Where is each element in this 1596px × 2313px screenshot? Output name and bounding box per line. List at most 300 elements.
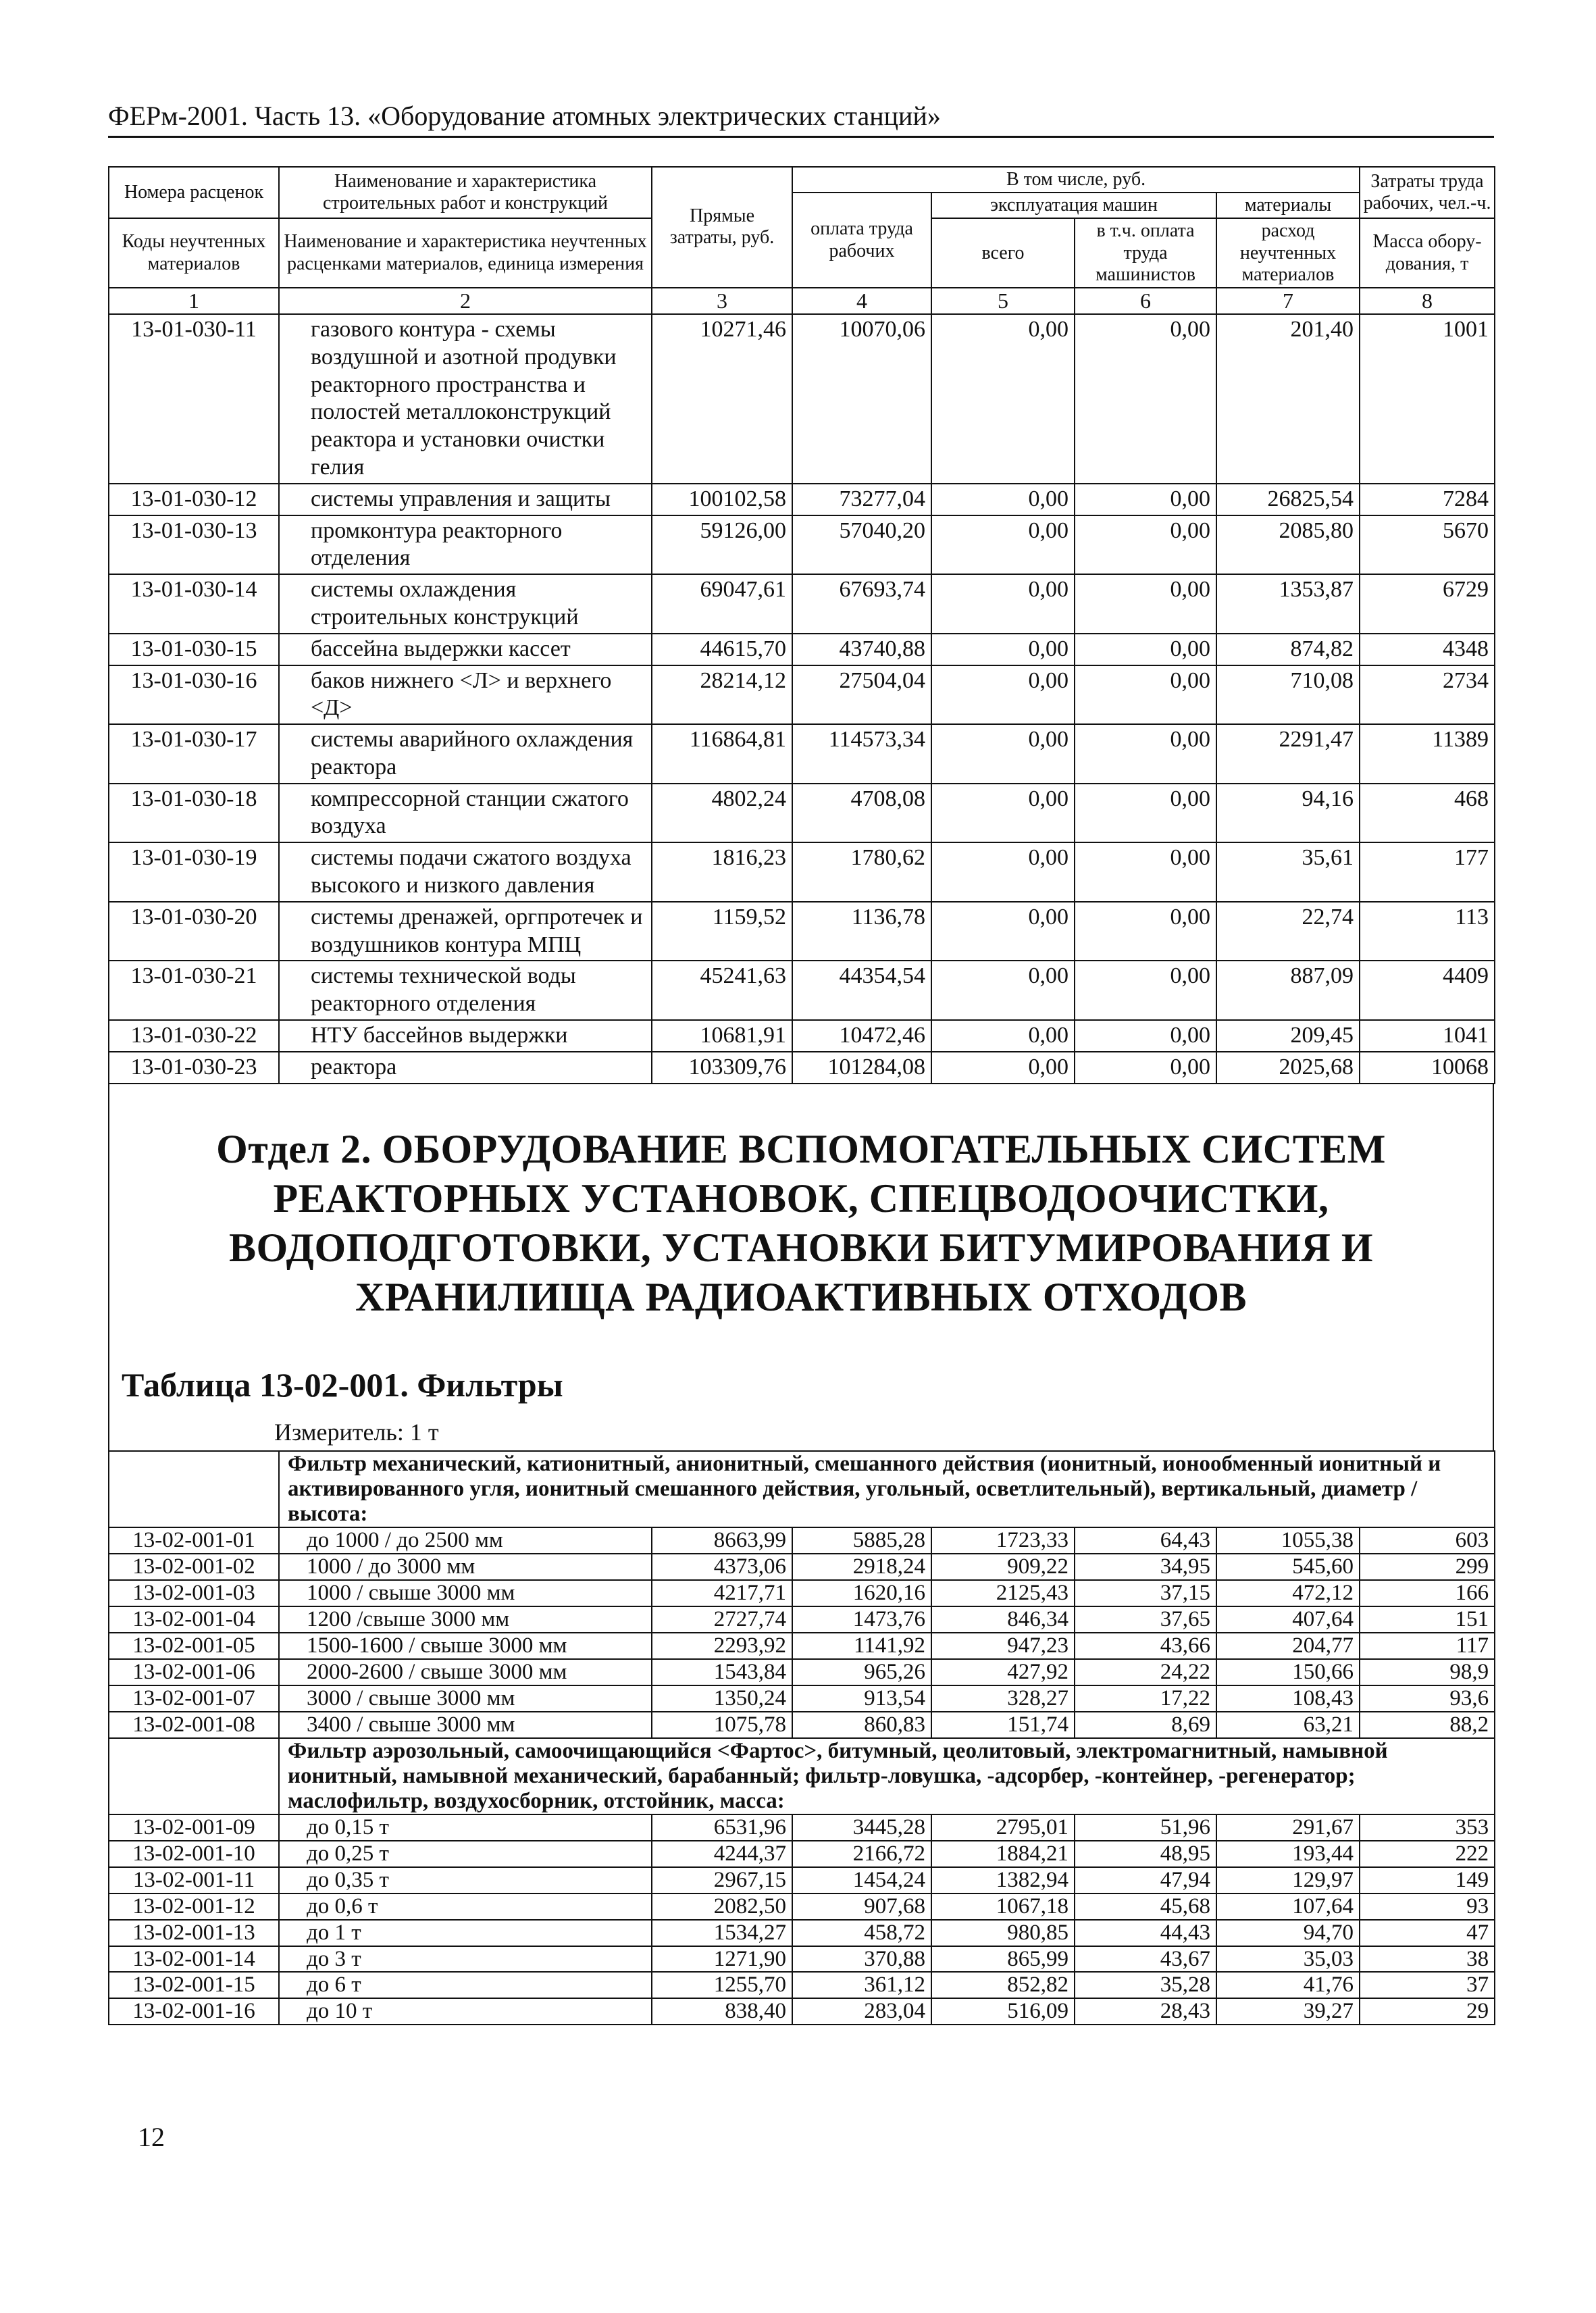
machines-total: 1723,33: [931, 1527, 1075, 1554]
direct-costs: 2967,15: [652, 1867, 792, 1893]
machinist-pay: 0,00: [1075, 1020, 1216, 1052]
table-row: [109, 314, 1495, 484]
header-materials-unaccounted: расход неучтенных материалов: [1216, 218, 1360, 288]
direct-costs: 1816,23: [652, 842, 792, 902]
machinist-pay: 0,00: [1075, 634, 1216, 665]
direct-costs: 28214,12: [652, 665, 792, 725]
materials-cost: 2291,47: [1216, 724, 1360, 784]
labor-pay: 1136,78: [792, 902, 931, 961]
machinist-pay: 0,00: [1075, 902, 1216, 961]
materials-cost: 35,61: [1216, 842, 1360, 902]
machinist-pay: 64,43: [1075, 1527, 1216, 1554]
work-name: до 6 т: [279, 1972, 652, 1998]
table-row: [109, 1972, 1495, 1998]
machinist-pay: 44,43: [1075, 1920, 1216, 1946]
machinist-pay: 37,15: [1075, 1580, 1216, 1606]
machinist-pay: 43,66: [1075, 1633, 1216, 1659]
labor-pay: 10472,46: [792, 1020, 931, 1052]
machinist-pay: 0,00: [1075, 665, 1216, 725]
labor-pay: 907,68: [792, 1893, 931, 1920]
work-name: баков нижнего <Л> и верхнего <Д>: [279, 665, 652, 725]
col-num: 4: [792, 288, 931, 314]
group-heading-row: [109, 1738, 1495, 1814]
machines-total: 1067,18: [931, 1893, 1075, 1920]
table-row: [109, 574, 1495, 634]
work-name: системы охлаждения строительных конструкций: [279, 574, 652, 634]
rate-code: 13-02-001-13: [109, 1920, 279, 1946]
materials-cost: 291,67: [1216, 1814, 1360, 1841]
work-name: системы аварийного охлаждения реактора: [279, 724, 652, 784]
labor-cost: 4348: [1360, 634, 1495, 665]
direct-costs: 4373,06: [652, 1554, 792, 1580]
work-name: 3400 / свыше 3000 мм: [279, 1712, 652, 1738]
materials-cost: 22,74: [1216, 902, 1360, 961]
col-num: 2: [279, 288, 652, 314]
page-number: 12: [138, 2122, 165, 2152]
machines-total: 0,00: [931, 842, 1075, 902]
work-name: бассейна выдержки кассет: [279, 634, 652, 665]
materials-cost: 63,21: [1216, 1712, 1360, 1738]
machines-total: 0,00: [931, 1020, 1075, 1052]
machinist-pay: 0,00: [1075, 784, 1216, 843]
direct-costs: 4217,71: [652, 1580, 792, 1606]
work-name: системы технической воды реакторного отделения: [279, 961, 652, 1020]
labor-pay: 370,88: [792, 1946, 931, 1973]
rate-code: 13-01-030-17: [109, 724, 279, 784]
rate-code: 13-01-030-18: [109, 784, 279, 843]
direct-costs: 45241,63: [652, 961, 792, 1020]
header-materials: материалы: [1216, 193, 1360, 218]
labor-cost: 2734: [1360, 665, 1495, 725]
labor-pay: 43740,88: [792, 634, 931, 665]
work-name: 3000 / свыше 3000 мм: [279, 1685, 652, 1712]
materials-cost: 94,70: [1216, 1920, 1360, 1946]
machinist-pay: 24,22: [1075, 1659, 1216, 1685]
machinist-pay: 43,67: [1075, 1946, 1216, 1973]
labor-cost: 29: [1360, 1998, 1495, 2025]
work-name: до 0,6 т: [279, 1893, 652, 1920]
labor-cost: 299: [1360, 1554, 1495, 1580]
machinist-pay: 48,95: [1075, 1841, 1216, 1867]
work-name: до 0,15 т: [279, 1814, 652, 1841]
work-name: до 1000 / до 2500 мм: [279, 1527, 652, 1554]
direct-costs: 838,40: [652, 1998, 792, 2025]
meter-label: Измеритель: 1 т: [274, 1419, 439, 1446]
work-name: до 0,35 т: [279, 1867, 652, 1893]
direct-costs: 2727,74: [652, 1606, 792, 1633]
materials-cost: 94,16: [1216, 784, 1360, 843]
header-rate-numbers: Номера расценок: [109, 167, 279, 218]
direct-costs: 1255,70: [652, 1972, 792, 1998]
labor-pay: 67693,74: [792, 574, 931, 634]
labor-pay: 73277,04: [792, 484, 931, 515]
group-heading: Фильтр механический, катионитный, анионитный, смешанного действия (ионитный, ионообменный ионитный и активированного угля, ионитный смешанного действия, угольный, осветлительный), вертикальный, диаметр / высота:: [279, 1451, 1495, 1527]
labor-cost: 88,2: [1360, 1712, 1495, 1738]
rate-code: 13-01-030-13: [109, 515, 279, 575]
table-row: [109, 1659, 1495, 1685]
rates-table-part1: [108, 166, 1495, 1084]
rate-code: 13-02-001-07: [109, 1685, 279, 1712]
machines-total: 865,99: [931, 1946, 1075, 1973]
direct-costs: 1075,78: [652, 1712, 792, 1738]
direct-costs: 1271,90: [652, 1946, 792, 1973]
rate-code: 13-02-001-06: [109, 1659, 279, 1685]
machines-total: 0,00: [931, 961, 1075, 1020]
work-name: 2000-2600 / свыше 3000 мм: [279, 1659, 652, 1685]
machinist-pay: 0,00: [1075, 1052, 1216, 1084]
header-labor-pay: оплата труда рабочих: [792, 193, 931, 288]
labor-pay: 44354,54: [792, 961, 931, 1020]
direct-costs: 4244,37: [652, 1841, 792, 1867]
labor-cost: 151: [1360, 1606, 1495, 1633]
machines-total: 0,00: [931, 902, 1075, 961]
table-row: [109, 1867, 1495, 1893]
rows-filters: [109, 1451, 1495, 2025]
labor-cost: 353: [1360, 1814, 1495, 1841]
rates-table-filters: [108, 1450, 1495, 2025]
direct-costs: 8663,99: [652, 1527, 792, 1554]
work-name: системы управления и защиты: [279, 484, 652, 515]
header-material-codes: Коды неучтенных материалов: [109, 218, 279, 288]
header-equipment-mass: Масса обору-дования, т: [1360, 218, 1495, 288]
direct-costs: 59126,00: [652, 515, 792, 575]
header-material-names: Наименование и характеристика неучтенных расценками материалов, единица измерения: [279, 218, 652, 288]
materials-cost: 545,60: [1216, 1554, 1360, 1580]
labor-pay: 965,26: [792, 1659, 931, 1685]
table-row: [109, 1633, 1495, 1659]
labor-cost: 38: [1360, 1946, 1495, 1973]
table-row: [109, 1606, 1495, 1633]
machinist-pay: 37,65: [1075, 1606, 1216, 1633]
table-row: [109, 724, 1495, 784]
rate-code: 13-02-001-03: [109, 1580, 279, 1606]
labor-cost: 177: [1360, 842, 1495, 902]
work-name: газового контура - схемы воздушной и азотной продувки реакторного пространства и полостей металлоконструкций реактора и установки очистки гелия: [279, 314, 652, 484]
table-row: [109, 1527, 1495, 1554]
rate-code: 13-02-001-01: [109, 1527, 279, 1554]
blank-cell: [109, 1451, 279, 1527]
rate-code: 13-02-001-04: [109, 1606, 279, 1633]
machinist-pay: 51,96: [1075, 1814, 1216, 1841]
labor-pay: 57040,20: [792, 515, 931, 575]
header-work-name: Наименование и характеристика строительных работ и конструкций: [279, 167, 652, 218]
machines-total: 980,85: [931, 1920, 1075, 1946]
materials-cost: 710,08: [1216, 665, 1360, 725]
materials-cost: 887,09: [1216, 961, 1360, 1020]
machines-total: 0,00: [931, 574, 1075, 634]
direct-costs: 1543,84: [652, 1659, 792, 1685]
direct-costs: 2293,92: [652, 1633, 792, 1659]
direct-costs: 116864,81: [652, 724, 792, 784]
materials-cost: 129,97: [1216, 1867, 1360, 1893]
labor-cost: 4409: [1360, 961, 1495, 1020]
work-name: системы дренажей, оргпротечек и воздушников контура МПЦ: [279, 902, 652, 961]
work-name: НТУ бассейнов выдержки: [279, 1020, 652, 1052]
col-num: 1: [109, 288, 279, 314]
materials-cost: 472,12: [1216, 1580, 1360, 1606]
machines-total: 1884,21: [931, 1841, 1075, 1867]
work-name: до 0,25 т: [279, 1841, 652, 1867]
table-row: [109, 1554, 1495, 1580]
rate-code: 13-01-030-14: [109, 574, 279, 634]
labor-cost: 93: [1360, 1893, 1495, 1920]
materials-cost: 41,76: [1216, 1972, 1360, 1998]
labor-cost: 93,6: [1360, 1685, 1495, 1712]
work-name: 1000 / до 3000 мм: [279, 1554, 652, 1580]
machines-total: 0,00: [931, 484, 1075, 515]
direct-costs: 2082,50: [652, 1893, 792, 1920]
page-header: ФЕРм-2001. Часть 13. «Оборудование атомных электрических станций»: [108, 100, 1494, 138]
machinist-pay: 0,00: [1075, 574, 1216, 634]
machines-total: 846,34: [931, 1606, 1075, 1633]
materials-cost: 407,64: [1216, 1606, 1360, 1633]
materials-cost: 193,44: [1216, 1841, 1360, 1867]
col-num: 5: [931, 288, 1075, 314]
work-name: до 10 т: [279, 1998, 652, 2025]
machines-total: 1382,94: [931, 1867, 1075, 1893]
labor-cost: 37: [1360, 1972, 1495, 1998]
labor-cost: 468: [1360, 784, 1495, 843]
machinist-pay: 8,69: [1075, 1712, 1216, 1738]
machinist-pay: 0,00: [1075, 515, 1216, 575]
machines-total: 0,00: [931, 724, 1075, 784]
col-num: 6: [1075, 288, 1216, 314]
materials-cost: 1353,87: [1216, 574, 1360, 634]
table-row: [109, 515, 1495, 575]
section-block: [108, 1084, 1494, 1451]
labor-pay: 27504,04: [792, 665, 931, 725]
work-name: системы подачи сжатого воздуха высокого и низкого давления: [279, 842, 652, 902]
work-name: до 3 т: [279, 1946, 652, 1973]
machinist-pay: 0,00: [1075, 314, 1216, 484]
table-row: [109, 1920, 1495, 1946]
labor-pay: 283,04: [792, 1998, 931, 2025]
document-body: [108, 166, 1494, 2025]
rate-code: 13-02-001-14: [109, 1946, 279, 1973]
header-labor-cost: Затраты труда рабочих, чел.-ч.: [1360, 167, 1495, 218]
header-machinist-pay: в т.ч. оплата труда машинистов: [1075, 218, 1216, 288]
group-heading-row: [109, 1451, 1495, 1527]
table-header: [109, 167, 1495, 288]
machines-total: 328,27: [931, 1685, 1075, 1712]
materials-cost: 150,66: [1216, 1659, 1360, 1685]
labor-cost: 1041: [1360, 1020, 1495, 1052]
rate-code: 13-02-001-05: [109, 1633, 279, 1659]
labor-pay: 361,12: [792, 1972, 931, 1998]
materials-cost: 108,43: [1216, 1685, 1360, 1712]
machinist-pay: 17,22: [1075, 1685, 1216, 1712]
materials-cost: 107,64: [1216, 1893, 1360, 1920]
direct-costs: 103309,76: [652, 1052, 792, 1084]
header-direct-costs: Прямые затраты, руб.: [652, 167, 792, 288]
work-name: 1000 / свыше 3000 мм: [279, 1580, 652, 1606]
group-heading: Фильтр аэрозольный, самоочищающийся <Фартос>, битумный, цеолитовый, электромагнитный, намывной ионитный, намывной механический, барабанный; фильтр-ловушка, -адсорбер, -контейнер, -регенератор; маслофильтр, воздухосборник, отстойник, масса:: [279, 1738, 1495, 1814]
table-row: [109, 842, 1495, 902]
table-row: [109, 1814, 1495, 1841]
machines-total: 0,00: [931, 1052, 1075, 1084]
labor-pay: 5885,28: [792, 1527, 931, 1554]
direct-costs: 69047,61: [652, 574, 792, 634]
rate-code: 13-02-001-08: [109, 1712, 279, 1738]
labor-pay: 1454,24: [792, 1867, 931, 1893]
table-row: [109, 1893, 1495, 1920]
direct-costs: 1159,52: [652, 902, 792, 961]
machinist-pay: 47,94: [1075, 1867, 1216, 1893]
machines-total: 852,82: [931, 1972, 1075, 1998]
rate-code: 13-01-030-16: [109, 665, 279, 725]
direct-costs: 10681,91: [652, 1020, 792, 1052]
table-row: [109, 1580, 1495, 1606]
materials-cost: 35,03: [1216, 1946, 1360, 1973]
machines-total: 516,09: [931, 1998, 1075, 2025]
rate-code: 13-01-030-11: [109, 314, 279, 484]
labor-cost: 6729: [1360, 574, 1495, 634]
column-numbers: [109, 288, 1495, 314]
labor-cost: 5670: [1360, 515, 1495, 575]
labor-pay: 1780,62: [792, 842, 931, 902]
materials-cost: 2085,80: [1216, 515, 1360, 575]
labor-pay: 458,72: [792, 1920, 931, 1946]
labor-pay: 2918,24: [792, 1554, 931, 1580]
machinist-pay: 34,95: [1075, 1554, 1216, 1580]
rate-code: 13-01-030-12: [109, 484, 279, 515]
rate-code: 13-02-001-11: [109, 1867, 279, 1893]
labor-pay: 1141,92: [792, 1633, 931, 1659]
rate-code: 13-01-030-19: [109, 842, 279, 902]
rate-code: 13-02-001-10: [109, 1841, 279, 1867]
rate-code: 13-02-001-16: [109, 1998, 279, 2025]
work-name: реактора: [279, 1052, 652, 1084]
col-num: 7: [1216, 288, 1360, 314]
table-row: [109, 1998, 1495, 2025]
rate-code: 13-01-030-22: [109, 1020, 279, 1052]
labor-cost: 47: [1360, 1920, 1495, 1946]
rate-code: 13-02-001-15: [109, 1972, 279, 1998]
machines-total: 0,00: [931, 314, 1075, 484]
rate-code: 13-01-030-21: [109, 961, 279, 1020]
labor-cost: 1001: [1360, 314, 1495, 484]
labor-cost: 166: [1360, 1580, 1495, 1606]
direct-costs: 1350,24: [652, 1685, 792, 1712]
labor-pay: 860,83: [792, 1712, 931, 1738]
materials-cost: 1055,38: [1216, 1527, 1360, 1554]
table-row: [109, 784, 1495, 843]
machinist-pay: 0,00: [1075, 484, 1216, 515]
rate-code: 13-02-001-12: [109, 1893, 279, 1920]
materials-cost: 2025,68: [1216, 1052, 1360, 1084]
machines-total: 2125,43: [931, 1580, 1075, 1606]
machinist-pay: 0,00: [1075, 961, 1216, 1020]
work-name: до 1 т: [279, 1920, 652, 1946]
table-row: [109, 1685, 1495, 1712]
machinist-pay: 35,28: [1075, 1972, 1216, 1998]
materials-cost: 874,82: [1216, 634, 1360, 665]
rate-code: 13-02-001-02: [109, 1554, 279, 1580]
labor-cost: 222: [1360, 1841, 1495, 1867]
col-num: 3: [652, 288, 792, 314]
header-machines-total: всего: [931, 218, 1075, 288]
materials-cost: 39,27: [1216, 1998, 1360, 2025]
labor-cost: 11389: [1360, 724, 1495, 784]
materials-cost: 209,45: [1216, 1020, 1360, 1052]
labor-pay: 1473,76: [792, 1606, 931, 1633]
labor-pay: 10070,06: [792, 314, 931, 484]
table-row: [109, 1712, 1495, 1738]
labor-pay: 4708,08: [792, 784, 931, 843]
labor-cost: 117: [1360, 1633, 1495, 1659]
machines-total: 909,22: [931, 1554, 1075, 1580]
table-row: [109, 484, 1495, 515]
machines-total: 151,74: [931, 1712, 1075, 1738]
direct-costs: 44615,70: [652, 634, 792, 665]
direct-costs: 6531,96: [652, 1814, 792, 1841]
labor-cost: 7284: [1360, 484, 1495, 515]
blank-cell: [109, 1738, 279, 1814]
work-name: 1500-1600 / свыше 3000 мм: [279, 1633, 652, 1659]
materials-cost: 26825,54: [1216, 484, 1360, 515]
machines-total: 0,00: [931, 784, 1075, 843]
labor-cost: 98,9: [1360, 1659, 1495, 1685]
machines-total: 0,00: [931, 665, 1075, 725]
direct-costs: 1534,27: [652, 1920, 792, 1946]
machines-total: 0,00: [931, 634, 1075, 665]
header-including: В том числе, руб.: [792, 167, 1360, 193]
work-name: компрессорной станции сжатого воздуха: [279, 784, 652, 843]
machines-total: 427,92: [931, 1659, 1075, 1685]
direct-costs: 4802,24: [652, 784, 792, 843]
machinist-pay: 0,00: [1075, 724, 1216, 784]
machines-total: 2795,01: [931, 1814, 1075, 1841]
work-name: промконтура реакторного отделения: [279, 515, 652, 575]
labor-pay: 101284,08: [792, 1052, 931, 1084]
labor-pay: 913,54: [792, 1685, 931, 1712]
labor-cost: 603: [1360, 1527, 1495, 1554]
labor-pay: 114573,34: [792, 724, 931, 784]
machinist-pay: 28,43: [1075, 1998, 1216, 2025]
machinist-pay: 45,68: [1075, 1893, 1216, 1920]
machines-total: 0,00: [931, 515, 1075, 575]
direct-costs: 100102,58: [652, 484, 792, 515]
materials-cost: 204,77: [1216, 1633, 1360, 1659]
table-row: [109, 961, 1495, 1020]
rate-code: 13-02-001-09: [109, 1814, 279, 1841]
machines-total: 947,23: [931, 1633, 1075, 1659]
section-title: Отдел 2. ОБОРУДОВАНИЕ ВСПОМОГАТЕЛЬНЫХ СИСТЕМ РЕАКТОРНЫХ УСТАНОВОК, СПЕЦВОДООЧИСТКИ, ВОДОПОДГОТОВКИ, УСТАНОВКИ БИТУМИРОВАНИЯ И ХРАНИЛИЩА РАДИОАКТИВНЫХ ОТХОДОВ: [216, 1126, 1386, 1320]
labor-pay: 1620,16: [792, 1580, 931, 1606]
rate-code: 13-01-030-23: [109, 1052, 279, 1084]
machinist-pay: 0,00: [1075, 842, 1216, 902]
table-row: [109, 1020, 1495, 1052]
header-machines: эксплуатация машин: [931, 193, 1216, 218]
table-row: [109, 665, 1495, 725]
work-name: 1200 /свыше 3000 мм: [279, 1606, 652, 1633]
table-row: [109, 902, 1495, 961]
labor-cost: 149: [1360, 1867, 1495, 1893]
labor-pay: 3445,28: [792, 1814, 931, 1841]
table-row: [109, 1841, 1495, 1867]
labor-cost: 10068: [1360, 1052, 1495, 1084]
table-title: Таблица 13-02-001. Фильтры: [122, 1366, 563, 1404]
rate-code: 13-01-030-15: [109, 634, 279, 665]
col-num: 8: [1360, 288, 1495, 314]
direct-costs: 10271,46: [652, 314, 792, 484]
rate-code: 13-01-030-20: [109, 902, 279, 961]
materials-cost: 201,40: [1216, 314, 1360, 484]
labor-cost: 113: [1360, 902, 1495, 961]
table-row: [109, 1946, 1495, 1973]
labor-pay: 2166,72: [792, 1841, 931, 1867]
table-row: [109, 634, 1495, 665]
